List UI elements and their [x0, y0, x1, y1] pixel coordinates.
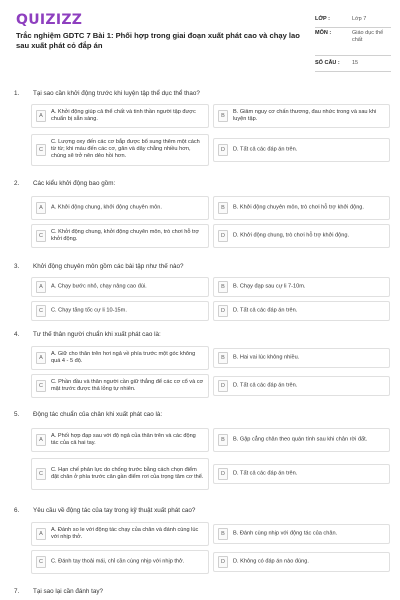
option-text: D. Tất cả các đáp án trên. — [233, 382, 298, 389]
meta-key: SỐ CÂU : — [315, 60, 340, 66]
meta-row-class — [315, 14, 391, 28]
option-letter: D — [218, 230, 228, 242]
option-text: B. Gập cẳng chân theo quán tính sau khi chân rời đất. — [233, 436, 368, 443]
option-letter: C — [36, 380, 46, 392]
option-text: A. Giữ cho thân trên hơi ngả về phía trước một góc không quá 4 - 5 độ. — [51, 350, 196, 364]
option-text: A. Khởi động giúp cả thể chất và tinh thần người tập được chuẩn bị sẵn sàng. — [51, 108, 196, 122]
option-letter: A — [36, 202, 46, 214]
question-text: Các kiểu khởi động bao gồm: — [33, 180, 116, 187]
quizizz-logo: QUIZIZZ — [16, 12, 83, 28]
option-letter: A — [36, 434, 46, 446]
meta-panel — [315, 14, 391, 72]
option-a[interactable] — [31, 522, 209, 546]
option-text: D. Không có đáp án nào đúng. — [233, 558, 309, 565]
meta-key: LỚP : — [315, 16, 330, 22]
option-a[interactable] — [31, 196, 209, 220]
option-text: C. Phần đầu và thân người cần giữ thẳng để các cơ cổ và cơ mặt trước được thả lỏng tự nhiên. — [51, 378, 204, 392]
question-text: Động tác chuẩn của chân khi xuất phát cao là: — [33, 411, 163, 418]
option-text: B. Khởi động chuyên môn, trò chơi hỗ trợ khởi động. — [233, 204, 364, 211]
option-b[interactable] — [213, 524, 390, 544]
option-a[interactable] — [31, 104, 209, 128]
option-text: A. Khởi động chung, khởi động chuyên môn. — [51, 204, 162, 211]
option-letter: B — [218, 281, 228, 293]
option-text: C. Đánh tay thoải mái, chỉ cần cùng nhịp với nhịp thở. — [51, 558, 185, 565]
option-letter: C — [36, 230, 46, 242]
option-text: A. Chạy bước nhỏ, chạy nâng cao đùi. — [51, 283, 147, 290]
question-text: Tại sao lại cần đánh tay? — [33, 588, 104, 595]
option-letter: D — [218, 556, 228, 568]
option-text: D. Tất cả các đáp án trên. — [233, 307, 298, 314]
meta-key: MÔN : — [315, 30, 332, 36]
option-letter: A — [36, 281, 46, 293]
option-text: D. Tất cả các đáp án trên. — [233, 146, 298, 153]
option-letter: B — [218, 434, 228, 446]
option-d[interactable] — [213, 224, 390, 248]
option-d[interactable] — [213, 138, 390, 162]
meta-row-subject — [315, 28, 391, 56]
option-letter: D — [218, 144, 228, 156]
option-a[interactable] — [31, 346, 209, 370]
option-b[interactable] — [213, 348, 390, 368]
option-b[interactable] — [213, 428, 390, 452]
meta-row-count — [315, 56, 391, 72]
option-letter: A — [36, 352, 46, 364]
option-letter: B — [218, 110, 228, 122]
question-text: Tư thế thân người chuẩn khi xuất phát cao là: — [33, 331, 161, 338]
question-number: 3. — [14, 263, 20, 270]
option-text: C. Hạn chế phản lực do chống trước bằng cách chọn điểm đặt chân ở phía trước cân gần điểm rơi của trọng tâm cơ thể. — [51, 466, 204, 480]
option-letter: D — [218, 380, 228, 392]
option-text: B. Giảm nguy cơ chấn thương, đau nhức trong và sau khi luyện tập. — [233, 108, 377, 122]
question-number: 6. — [14, 507, 20, 514]
option-letter: B — [218, 528, 228, 540]
option-letter: B — [218, 202, 228, 214]
option-text: A. Phối hợp đạp sau với độ ngả của thân trên và các động tác của cả hai tay. — [51, 432, 196, 446]
question-text: Yêu cầu về động tác của tay trong kỹ thuật xuất phát cao? — [33, 507, 196, 514]
option-c[interactable] — [31, 458, 209, 490]
question-text: Tại sao cần khởi động trước khi luyện tập thể dục thể thao? — [33, 90, 200, 97]
meta-value: 15 — [352, 60, 359, 66]
option-text: C. Lượng oxy đến các cơ bắp được bổ sung thêm một cách từ từ; khi máu đến các cơ, gân và dây chằng nhiều hơn, chúng sẽ trở nên dẻo hồi hơn. — [51, 139, 200, 160]
question-number: 2. — [14, 180, 20, 187]
meta-value: Lớp 7 — [352, 16, 367, 22]
question-number: 7. — [14, 588, 20, 595]
option-c[interactable] — [31, 224, 209, 248]
option-a[interactable] — [31, 428, 209, 452]
option-text: C. Khởi động chung, khởi động chuyên môn, trò chơi hỗ trợ khởi động. — [51, 228, 200, 242]
option-text: B. Chạy đạp sau cự li 7-10m. — [233, 283, 306, 290]
question-number: 4. — [14, 331, 20, 338]
option-letter: D — [218, 305, 228, 317]
option-c[interactable] — [31, 134, 209, 166]
option-b[interactable] — [213, 196, 390, 220]
option-b[interactable] — [213, 104, 390, 128]
option-d[interactable] — [213, 464, 390, 484]
option-d[interactable] — [213, 552, 390, 572]
option-letter: C — [36, 556, 46, 568]
option-letter: C — [36, 468, 46, 480]
option-text: B. Đánh cùng nhịp với động tác của chân. — [233, 530, 338, 537]
question-text: Khởi động chuyên môn gồm các bài tập như thế nào? — [33, 263, 184, 270]
option-letter: C — [36, 144, 46, 156]
option-text: A. Đánh so le với động tác chạy của chân và đánh cùng lúc với nhịp thở. — [51, 526, 199, 540]
question-number: 5. — [14, 411, 20, 418]
option-b[interactable] — [213, 277, 390, 297]
option-letter: A — [36, 110, 46, 122]
option-letter: B — [218, 352, 228, 364]
option-letter: A — [36, 528, 46, 540]
option-letter: D — [218, 468, 228, 480]
option-d[interactable] — [213, 301, 390, 321]
option-text: D. Tất cả các đáp án trên. — [233, 470, 298, 477]
option-c[interactable] — [31, 374, 209, 398]
meta-value: Giáo dục thể chất — [352, 30, 384, 43]
question-number: 1. — [14, 90, 20, 97]
option-text: B. Hai vai lúc không nhiều. — [233, 354, 300, 361]
worksheet-title: Trắc nghiệm GDTC 7 Bài 1: Phối hợp trong giai đoạn xuất phát cao và chạy lao sau xuất phát cỏ đắp án — [16, 31, 300, 50]
option-c[interactable] — [31, 550, 209, 574]
option-c[interactable] — [31, 301, 209, 321]
option-d[interactable] — [213, 376, 390, 396]
option-a[interactable] — [31, 277, 209, 297]
option-text: C. Chạy tăng tốc cự li 10-15m. — [51, 307, 127, 314]
option-text: D. Khởi động chung, trò chơi hỗ trợ khởi động. — [233, 232, 350, 239]
option-letter: C — [36, 305, 46, 317]
